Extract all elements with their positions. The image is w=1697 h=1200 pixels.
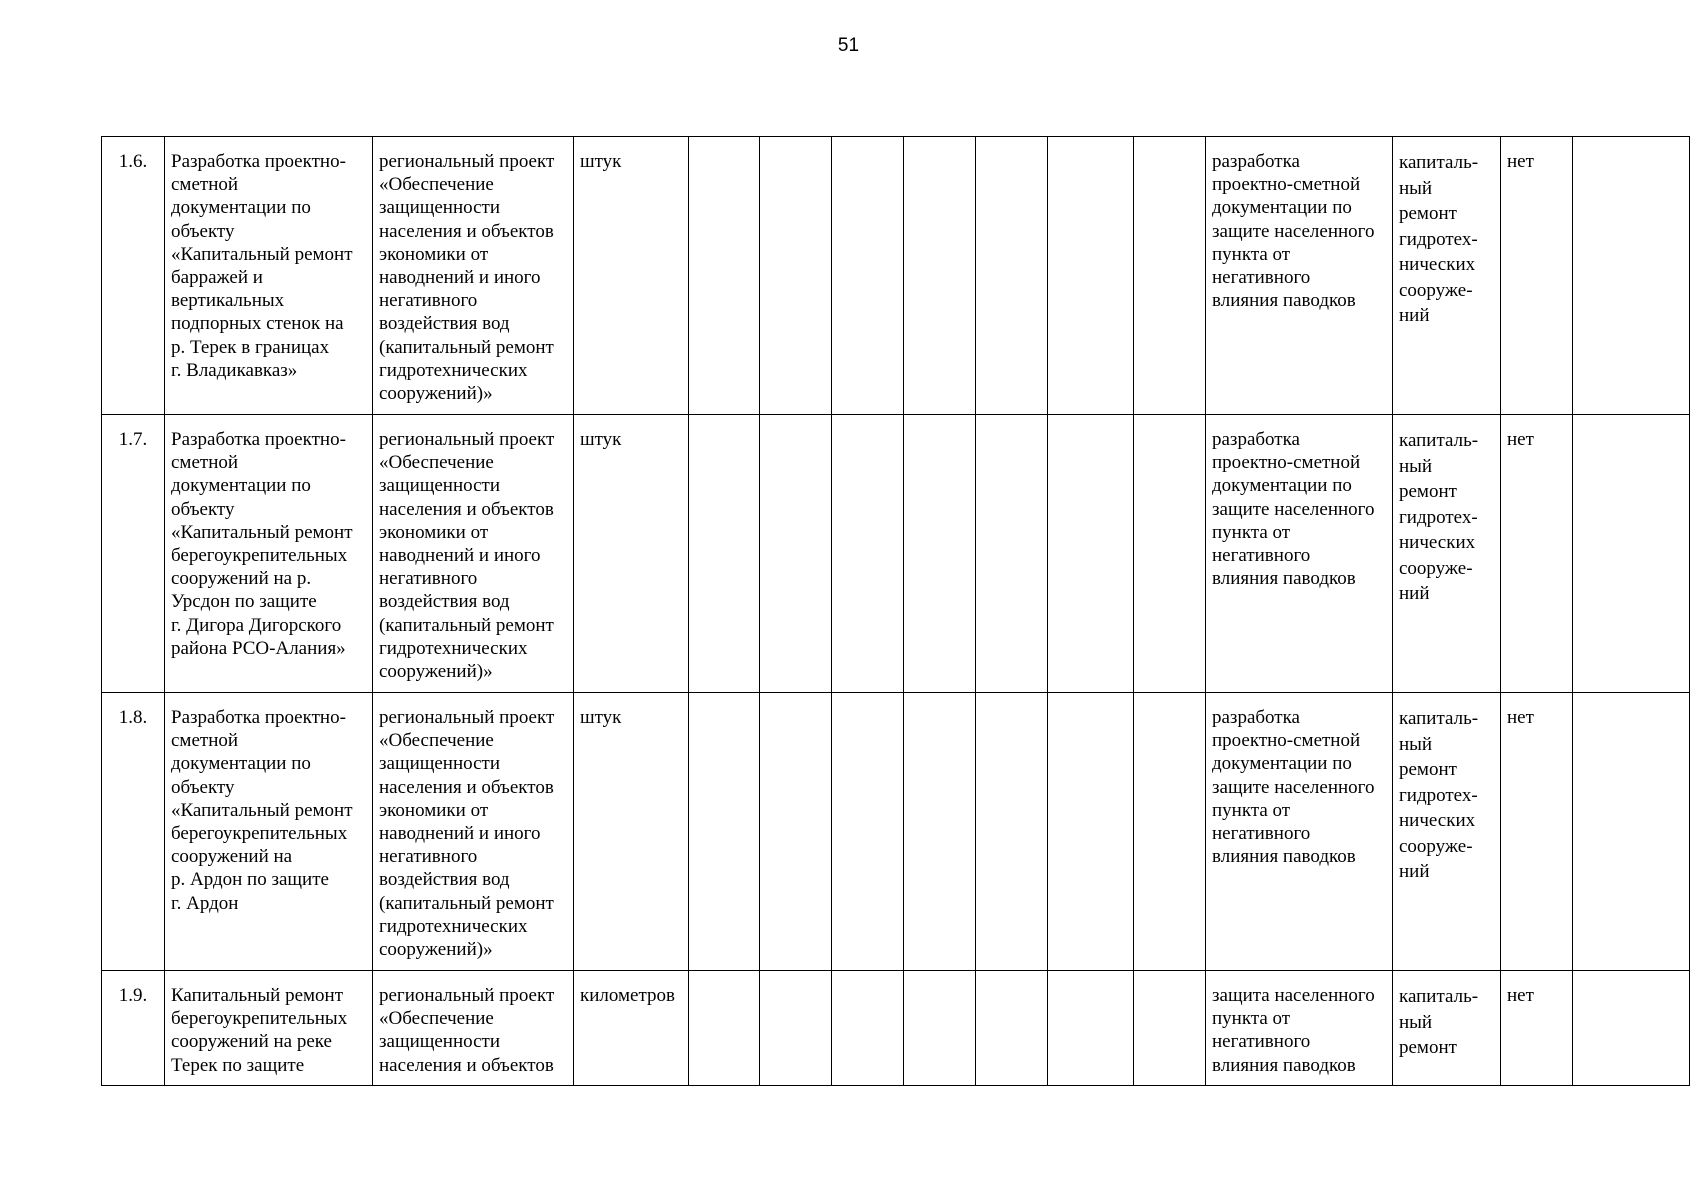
empty-last-cell — [1573, 693, 1690, 971]
measure-title-line: сооружений на — [171, 846, 293, 868]
project-line: наводнений и иного — [379, 823, 541, 845]
measure-title-line: Капитальный ремонт — [171, 985, 344, 1006]
result-line: документации по — [1212, 475, 1352, 497]
result-cell — [1206, 693, 1393, 971]
project-line: негативного — [379, 568, 478, 590]
result-line: пункта от — [1212, 799, 1291, 821]
result-cell — [1206, 137, 1393, 415]
measure-title-line: объекту — [171, 220, 235, 242]
measure-title-line: «Капитальный ремонт — [171, 521, 353, 543]
result-line: разработка — [1212, 151, 1300, 172]
measure-title-line: Урсдон по защите — [171, 591, 317, 613]
system-type-line: капиталь- — [1399, 708, 1479, 729]
measure-title-line: сооружений на реке — [171, 1031, 332, 1053]
empty-value-cell — [760, 693, 832, 971]
system-type-line: ремонт — [1399, 203, 1457, 224]
measure-title-line: Разработка проектно- — [171, 707, 346, 728]
empty-last-cell — [1573, 971, 1690, 1086]
empty-value-cell — [976, 693, 1048, 971]
project-cell — [373, 415, 574, 693]
flag-cell — [1501, 693, 1573, 971]
empty-value-cell — [832, 137, 904, 415]
system-type-line: нических — [1399, 254, 1476, 275]
system-type-line: сооруже- — [1399, 279, 1473, 301]
flag-cell — [1501, 415, 1573, 693]
system-type-line: ремонт — [1399, 759, 1457, 780]
project-line: гидротехнических — [379, 915, 528, 937]
system-type-line: ремонт — [1399, 481, 1457, 502]
flag-cell — [1501, 971, 1573, 1086]
row-number: 1.8. — [118, 707, 148, 728]
project-line: (капитальный ремонт — [379, 892, 554, 914]
project-line: наводнений и иного — [379, 545, 541, 567]
measure-title-line: сметной — [171, 452, 239, 474]
project-line: воздействия вод — [379, 591, 510, 613]
empty-value-cell — [1048, 693, 1134, 971]
empty-value-cell — [760, 137, 832, 415]
unit-cell — [574, 137, 689, 415]
measure-title-line: Разработка проектно- — [171, 429, 346, 450]
flag-value: нет — [1507, 707, 1534, 728]
unit-label: километров — [580, 985, 675, 1006]
result-line: влияния паводков — [1212, 568, 1356, 590]
measure-title-line: берегоукрепительных — [171, 545, 348, 567]
project-line: сооружений)» — [379, 939, 493, 961]
empty-value-cell — [904, 971, 976, 1086]
measure-title-cell — [165, 137, 373, 415]
system-type-line: ный — [1399, 733, 1433, 755]
measure-title-line: объекту — [171, 498, 235, 520]
result-line: проектно-сметной — [1212, 174, 1361, 196]
project-line: сооружений)» — [379, 383, 493, 405]
empty-value-cell — [832, 693, 904, 971]
project-line: гидротехнических — [379, 637, 528, 659]
result-line: разработка — [1212, 707, 1300, 728]
project-cell — [373, 693, 574, 971]
measure-title-line: барражей и — [171, 267, 263, 289]
result-line: документации по — [1212, 197, 1352, 219]
project-line: воздействия вод — [379, 869, 510, 891]
empty-value-cell — [1134, 137, 1206, 415]
system-type-line: гидротех- — [1399, 506, 1478, 528]
empty-value-cell — [904, 693, 976, 971]
flag-value: нет — [1507, 151, 1534, 172]
project-cell — [373, 971, 574, 1086]
measure-title-cell — [165, 971, 373, 1086]
project-line: сооружений)» — [379, 661, 493, 683]
result-line: защите населенного — [1212, 220, 1375, 242]
row-number: 1.6. — [118, 151, 148, 172]
empty-value-cell — [1048, 971, 1134, 1086]
project-line: (капитальный ремонт — [379, 614, 554, 636]
result-line: негативного — [1212, 1031, 1311, 1053]
result-line: негативного — [1212, 267, 1311, 289]
result-cell — [1206, 415, 1393, 693]
result-line: негативного — [1212, 823, 1311, 845]
system-type-line: ный — [1399, 177, 1433, 199]
project-line: экономики от — [379, 799, 489, 821]
project-line: негативного — [379, 846, 478, 868]
project-line: защищенности — [379, 753, 501, 775]
empty-value-cell — [976, 971, 1048, 1086]
measure-title-line: вертикальных — [171, 290, 285, 312]
measure-title-line: г. Владикавказ» — [171, 359, 298, 381]
project-line: защищенности — [379, 475, 501, 497]
table-row — [102, 693, 1690, 971]
flag-cell — [1501, 137, 1573, 415]
table-row — [102, 415, 1690, 693]
empty-value-cell — [760, 415, 832, 693]
result-line: влияния паводков — [1212, 1054, 1356, 1076]
unit-cell — [574, 415, 689, 693]
project-line: «Обеспечение — [379, 174, 494, 196]
result-line: влияния паводков — [1212, 846, 1356, 868]
system-type-line: гидротех- — [1399, 228, 1478, 250]
project-line: (капитальный ремонт — [379, 336, 554, 358]
project-line: гидротехнических — [379, 359, 528, 381]
measure-title-line: документации по — [171, 753, 311, 775]
system-type-line: ний — [1399, 583, 1430, 604]
empty-value-cell — [976, 415, 1048, 693]
system-type-cell — [1393, 415, 1501, 693]
empty-value-cell — [832, 971, 904, 1086]
measure-title-line: Разработка проектно- — [171, 151, 346, 172]
project-line: региональный проект — [379, 429, 555, 450]
measure-title-line: документации по — [171, 197, 311, 219]
measure-title-line: «Капитальный ремонт — [171, 799, 353, 821]
unit-label: штук — [580, 429, 622, 450]
project-line: экономики от — [379, 521, 489, 543]
measure-title-line: берегоукрепительных — [171, 823, 348, 845]
system-type-line: нических — [1399, 532, 1476, 553]
empty-value-cell — [689, 971, 760, 1086]
result-line: пункта от — [1212, 243, 1291, 265]
project-line: защищенности — [379, 1031, 501, 1053]
measure-title-line: г. Ардон — [171, 892, 239, 914]
empty-value-cell — [1134, 415, 1206, 693]
project-line: населения и объектов — [379, 498, 554, 520]
project-line: «Обеспечение — [379, 1008, 494, 1030]
measure-title-line: объекту — [171, 776, 235, 798]
project-line: экономики от — [379, 243, 489, 265]
result-line: защите населенного — [1212, 776, 1375, 798]
system-type-line: ний — [1399, 861, 1430, 882]
empty-value-cell — [1048, 415, 1134, 693]
result-line: влияния паводков — [1212, 290, 1356, 312]
flag-value: нет — [1507, 985, 1534, 1006]
system-type-line: ний — [1399, 305, 1430, 326]
unit-cell — [574, 971, 689, 1086]
project-line: негативного — [379, 290, 478, 312]
row-number-cell — [102, 415, 165, 693]
measure-title-cell — [165, 415, 373, 693]
measure-title-line: сметной — [171, 174, 239, 196]
result-cell — [1206, 971, 1393, 1086]
project-line: воздействия вод — [379, 313, 510, 335]
measures-table — [101, 136, 1690, 1086]
project-line: защищенности — [379, 197, 501, 219]
unit-label: штук — [580, 707, 622, 728]
row-number-cell — [102, 137, 165, 415]
empty-value-cell — [689, 137, 760, 415]
system-type-cell — [1393, 137, 1501, 415]
measure-title-cell — [165, 693, 373, 971]
measure-title-line: района РСО-Алания» — [171, 637, 346, 659]
project-line: наводнений и иного — [379, 267, 541, 289]
system-type-line: гидротех- — [1399, 784, 1478, 806]
project-line: «Обеспечение — [379, 452, 494, 474]
page-number: 51 — [837, 35, 860, 56]
measure-title-line: Терек по защите — [171, 1054, 305, 1076]
row-number: 1.9. — [118, 985, 148, 1006]
result-line: защите населенного — [1212, 498, 1375, 520]
measure-title-line: «Капитальный ремонт — [171, 243, 353, 265]
flag-value: нет — [1507, 429, 1534, 450]
empty-last-cell — [1573, 415, 1690, 693]
system-type-line: капиталь- — [1399, 986, 1479, 1007]
measure-title-line: р. Терек в границах — [171, 336, 330, 358]
unit-label: штук — [580, 151, 622, 172]
result-line: пункта от — [1212, 1008, 1291, 1030]
system-type-cell — [1393, 693, 1501, 971]
empty-value-cell — [832, 415, 904, 693]
project-line: населения и объектов — [379, 776, 554, 798]
result-line: пункта от — [1212, 521, 1291, 543]
project-line: региональный проект — [379, 151, 555, 172]
system-type-line: ремонт — [1399, 1037, 1457, 1058]
empty-value-cell — [760, 971, 832, 1086]
project-line: региональный проект — [379, 707, 555, 728]
project-line: населения и объектов — [379, 220, 554, 242]
system-type-cell — [1393, 971, 1501, 1086]
measure-title-line: г. Дигора Дигорского — [171, 614, 342, 636]
empty-value-cell — [1134, 693, 1206, 971]
table-row — [102, 971, 1690, 1086]
system-type-line: нических — [1399, 810, 1476, 831]
row-number-cell — [102, 971, 165, 1086]
empty-value-cell — [904, 137, 976, 415]
measure-title-line: берегоукрепительных — [171, 1008, 348, 1030]
project-cell — [373, 137, 574, 415]
empty-value-cell — [976, 137, 1048, 415]
project-line: региональный проект — [379, 985, 555, 1006]
system-type-line: ный — [1399, 1011, 1433, 1033]
project-line: «Обеспечение — [379, 730, 494, 752]
result-line: проектно-сметной — [1212, 452, 1361, 474]
system-type-line: капиталь- — [1399, 152, 1479, 173]
system-type-line: сооруже- — [1399, 835, 1473, 857]
row-number: 1.7. — [118, 429, 148, 450]
table-row — [102, 137, 1690, 415]
row-number-cell — [102, 693, 165, 971]
result-line: проектно-сметной — [1212, 730, 1361, 752]
result-line: документации по — [1212, 753, 1352, 775]
measure-title-line: подпорных стенок на — [171, 313, 344, 335]
empty-value-cell — [1134, 971, 1206, 1086]
measure-title-line: р. Ардон по защите — [171, 869, 329, 891]
measure-title-line: сметной — [171, 730, 239, 752]
result-line: негативного — [1212, 545, 1311, 567]
unit-cell — [574, 693, 689, 971]
result-line: защита населенного — [1212, 985, 1375, 1006]
empty-value-cell — [904, 415, 976, 693]
empty-value-cell — [689, 693, 760, 971]
measure-title-line: сооружений на р. — [171, 568, 312, 590]
empty-value-cell — [689, 415, 760, 693]
empty-value-cell — [1048, 137, 1134, 415]
empty-last-cell — [1573, 137, 1690, 415]
measure-title-line: документации по — [171, 475, 311, 497]
system-type-line: ный — [1399, 455, 1433, 477]
project-line: населения и объектов — [379, 1054, 554, 1076]
result-line: разработка — [1212, 429, 1300, 450]
system-type-line: сооруже- — [1399, 557, 1473, 579]
system-type-line: капиталь- — [1399, 430, 1479, 451]
